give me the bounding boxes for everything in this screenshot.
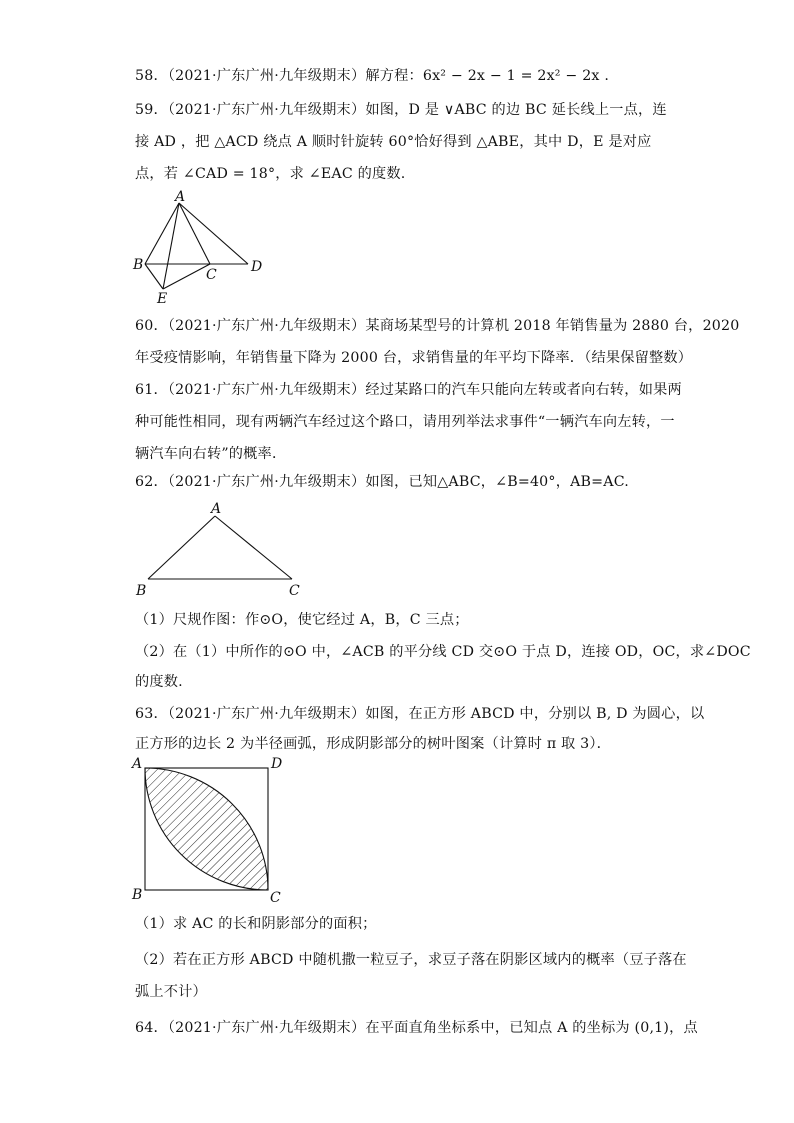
seg-AE <box>163 203 179 289</box>
label-C: C <box>289 583 300 599</box>
problem-62-line1: 62．（2021·广东广州·九年级期末）如图，已知△ABC，∠B=40°，AB=AC. <box>135 474 629 490</box>
problem-60-line1: 60．（2021·广东广州·九年级期末）某商场某型号的计算机 2018 年销售量为 2880 台，2020 <box>135 318 740 334</box>
seg-AB <box>148 516 215 579</box>
label-E: E <box>157 291 168 306</box>
seg-EC <box>163 264 210 289</box>
problem-59-line2: 接 AD ，把 △ACD 绕点 A 顺时针旋转 60°恰好得到 △ABE，其中 D，E 是对应 <box>135 134 652 150</box>
problem-63-q2-line2: 弧上不计） <box>135 984 207 1000</box>
problem-58-line1: 58．（2021·广东广州·九年级期末）解方程：6x² − 2x − 1 = 2x² − 2x . <box>135 68 610 84</box>
figure-59-triangles <box>130 188 270 306</box>
seg-AD <box>179 203 248 264</box>
label-C: C <box>270 890 281 904</box>
problem-62-q2-line2: 的度数. <box>135 674 183 690</box>
seg-BE <box>145 264 163 289</box>
label-B: B <box>133 257 144 273</box>
shaded-leaf <box>145 768 268 890</box>
label-B: B <box>132 887 143 903</box>
label-C: C <box>206 267 217 283</box>
problem-61-line3: 辆汽车向右转”的概率． <box>135 446 287 462</box>
label-B: B <box>136 583 147 599</box>
problem-63-q1: （1）求 AC 的长和阴影部分的面积； <box>135 916 377 932</box>
problem-59-line3: 点，若 ∠CAD = 18°，求 ∠EAC 的度数. <box>135 166 406 182</box>
problem-61-line1: 61．（2021·广东广州·九年级期末）经过某路口的汽车只能向左转或者向右转，如果两 <box>135 382 682 398</box>
problem-61-line2: 种可能性相同，现有两辆汽车经过这个路口，请用列举法求事件“一辆汽车向左转，一 <box>135 414 675 430</box>
problem-60-line2: 年受疫情影响，年销售量下降为 2000 台，求销售量的年平均下降率．（结果保留整数） <box>135 350 693 366</box>
problem-63-q2-line1: （2）若在正方形 ABCD 中随机撒一粒豆子，求豆子落在阴影区域内的概率（豆子落在 <box>135 952 687 968</box>
problem-63-line2: 正方形的边长 2 为半径画弧，形成阴影部分的树叶图案（计算时 π 取 3）． <box>135 736 612 752</box>
problem-62-q2-line1: （2）在（1）中所作的⊙O 中，∠ACB 的平分线 CD 交⊙O 于点 D，连接 OD，OC，求∠DOC <box>135 644 751 660</box>
seg-AB <box>145 203 179 264</box>
figure-63-square-leaf <box>128 756 290 904</box>
seg-AC <box>179 203 210 264</box>
label-A: A <box>175 189 186 205</box>
figure-62-triangle <box>132 500 312 600</box>
problem-63-line1: 63．（2021·广东广州·九年级期末）如图，在正方形 ABCD 中，分别以 B, D 为圆心，以 <box>135 706 705 722</box>
problem-62-q1: （1）尺规作图：作⊙O，使它经过 A，B，C 三点； <box>135 612 469 628</box>
problem-59-line1: 59．（2021·广东广州·九年级期末）如图，D 是 ∨ABC 的边 BC 延长线上一点，连 <box>135 102 667 118</box>
problem-64-line1: 64．（2021·广东广州·九年级期末）在平面直角坐标系中，已知点 A 的坐标为 (0,1)，点 <box>135 1020 698 1036</box>
seg-AC <box>215 516 292 579</box>
label-A: A <box>211 501 222 517</box>
label-D: D <box>271 756 283 772</box>
label-D: D <box>251 259 263 275</box>
label-A: A <box>132 756 143 772</box>
